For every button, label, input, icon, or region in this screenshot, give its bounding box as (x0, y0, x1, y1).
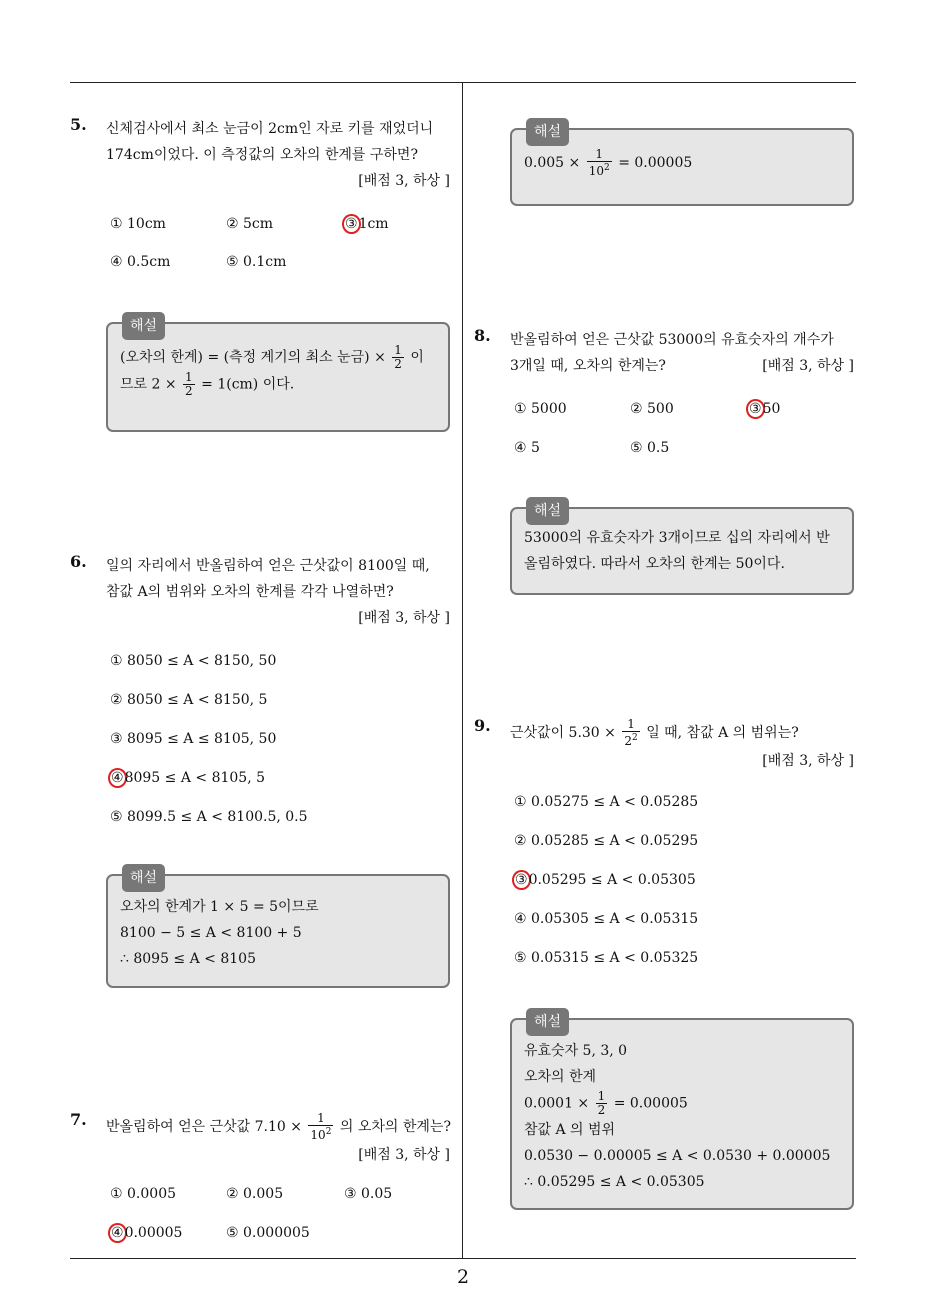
question-5 (70, 115, 466, 306)
question-text: 일의 자리에서 반올림하여 얻은 근삿값이 8100일 때, 참값 A의 범위와 오차의 한계를 각각 나열하면? (106, 558, 430, 600)
fraction: $\frac{1}{2}$ (394, 343, 402, 371)
option-5[interactable]: ⑤ 0.5 (630, 440, 670, 456)
option-2[interactable]: ② 8050 ≤ A < 8150, 5 (110, 692, 268, 708)
option-5[interactable]: ⑤ 0.05315 ≤ A < 0.05325 (514, 950, 699, 966)
fraction: $\frac{1}{2}$ (597, 1089, 606, 1117)
option-1[interactable]: ① 0.0005 (110, 1186, 177, 1202)
solution-label: 해설 (526, 1008, 569, 1036)
options (106, 216, 466, 306)
score-label: [배점 3, 하상 ] (762, 358, 854, 374)
option-2[interactable]: ② 0.05285 ≤ A < 0.05295 (514, 833, 699, 849)
solution-box-7: 해설 0.005 × $\frac{1}{10^2}$ = 0.00005 (510, 128, 854, 206)
option-3[interactable]: ③ 0.05 (344, 1186, 393, 1202)
solution-label: 해설 (526, 497, 569, 525)
option-4[interactable]: ④8095 ≤ A < 8105, 5 (111, 770, 265, 786)
option-5[interactable]: ⑤ 0.1cm (226, 254, 287, 270)
option-3[interactable]: ③0.05295 ≤ A < 0.05305 (515, 872, 696, 888)
fraction: $\frac{1}{10^2}$ (310, 1111, 332, 1142)
solution-label: 해설 (526, 118, 569, 146)
options (106, 653, 466, 853)
option-3[interactable]: ③50 (749, 401, 781, 417)
options (106, 1186, 466, 1256)
option-3[interactable]: ③1cm (345, 216, 389, 232)
question-number: 5. (70, 115, 87, 134)
score-label: [배점 3, 하상 ] (762, 753, 854, 769)
option-3[interactable]: ③ 8095 ≤ A ≤ 8105, 50 (110, 731, 277, 747)
question-number: 9. (474, 716, 491, 735)
solution-label: 해설 (122, 312, 165, 340)
option-4[interactable]: ④ 5 (514, 440, 540, 456)
option-2[interactable]: ② 5cm (226, 216, 274, 232)
options (510, 794, 870, 994)
option-5[interactable]: ⑤ 0.000005 (226, 1225, 310, 1241)
option-5[interactable]: ⑤ 8099.5 ≤ A < 8100.5, 0.5 (110, 809, 308, 825)
option-4[interactable]: ④ 0.5cm (110, 254, 171, 270)
solution-box-8: 해설 53000의 유효숫자가 3개이므로 십의 자리에서 반 올림하였다. 따라서 오차의 한계는 50이다. (510, 507, 854, 595)
option-1[interactable]: ① 8050 ≤ A < 8150, 50 (110, 653, 277, 669)
question-6 (70, 552, 466, 853)
question-text: 근삿값이 5.30 × $\frac{1}{2^2}$ 일 때, 참값 A 의 범위는? (510, 717, 799, 748)
option-4[interactable]: ④ 0.05305 ≤ A < 0.05315 (514, 911, 699, 927)
question-text: 반올림하여 얻은 근삿값 7.10 × $\frac{1}{10^2}$ 의 오차의 한계는? (106, 1111, 451, 1142)
page-number: 2 (456, 1266, 470, 1288)
question-7 (70, 1110, 466, 1256)
option-2[interactable]: ② 0.005 (226, 1186, 284, 1202)
solution-box-6: 해설 오차의 한계가 1 × 5 = 5이므로 8100 − 5 ≤ A < 8100 + 5 ∴ 8095 ≤ A < 8105 (106, 874, 450, 988)
question-text: 반올림하여 얻은 근삿값 53000의 유효숫자의 개수가 3개일 때, 오차의 한계는? [배점 3, 하상 ] (510, 327, 870, 379)
score-label: [배점 3, 하상 ] (358, 1147, 450, 1163)
option-4[interactable]: ④0.00005 (111, 1225, 183, 1241)
fraction: $\frac{1}{2}$ (185, 370, 193, 398)
option-1[interactable]: ① 0.05275 ≤ A < 0.05285 (514, 794, 699, 810)
solution-label: 해설 (122, 864, 165, 892)
option-2[interactable]: ② 500 (630, 401, 674, 417)
question-number: 7. (70, 1110, 87, 1129)
question-8 (474, 326, 870, 481)
top-rule (70, 82, 856, 83)
solution-box-5: 해설 (오차의 한계) = (측정 계기의 최소 눈금) × $\frac{1}{2}$ 이 므로 2 × $\frac{1}{2}$ = 1(cm) 이다. (106, 322, 450, 432)
score-label: [배점 3, 하상 ] (358, 173, 450, 189)
question-9 (474, 716, 870, 994)
fraction: $\frac{1}{10^2}$ (588, 147, 610, 178)
question-text: 신체검사에서 최소 눈금이 2cm인 자로 키를 재었더니 174cm이었다. 이 측정값의 오차의 한계를 구하면? (106, 121, 434, 163)
question-number: 6. (70, 552, 87, 571)
option-1[interactable]: ① 10cm (110, 216, 166, 232)
bottom-rule (70, 1258, 856, 1259)
options (510, 401, 870, 481)
solution-box-9: 해설 유효숫자 5, 3, 0 오차의 한계 0.0001 × $\frac{1}{2}$ = 0.00005 참값 A 의 범위 0.0530 − 0.00005 ≤ A < 0.0530 + 0.00005 ∴ 0.05295 ≤ A < 0.05305 (510, 1018, 854, 1210)
question-number: 8. (474, 326, 491, 345)
option-1[interactable]: ① 5000 (514, 401, 567, 417)
score-label: [배점 3, 하상 ] (358, 610, 450, 626)
fraction: $\frac{1}{2^2}$ (624, 717, 638, 748)
